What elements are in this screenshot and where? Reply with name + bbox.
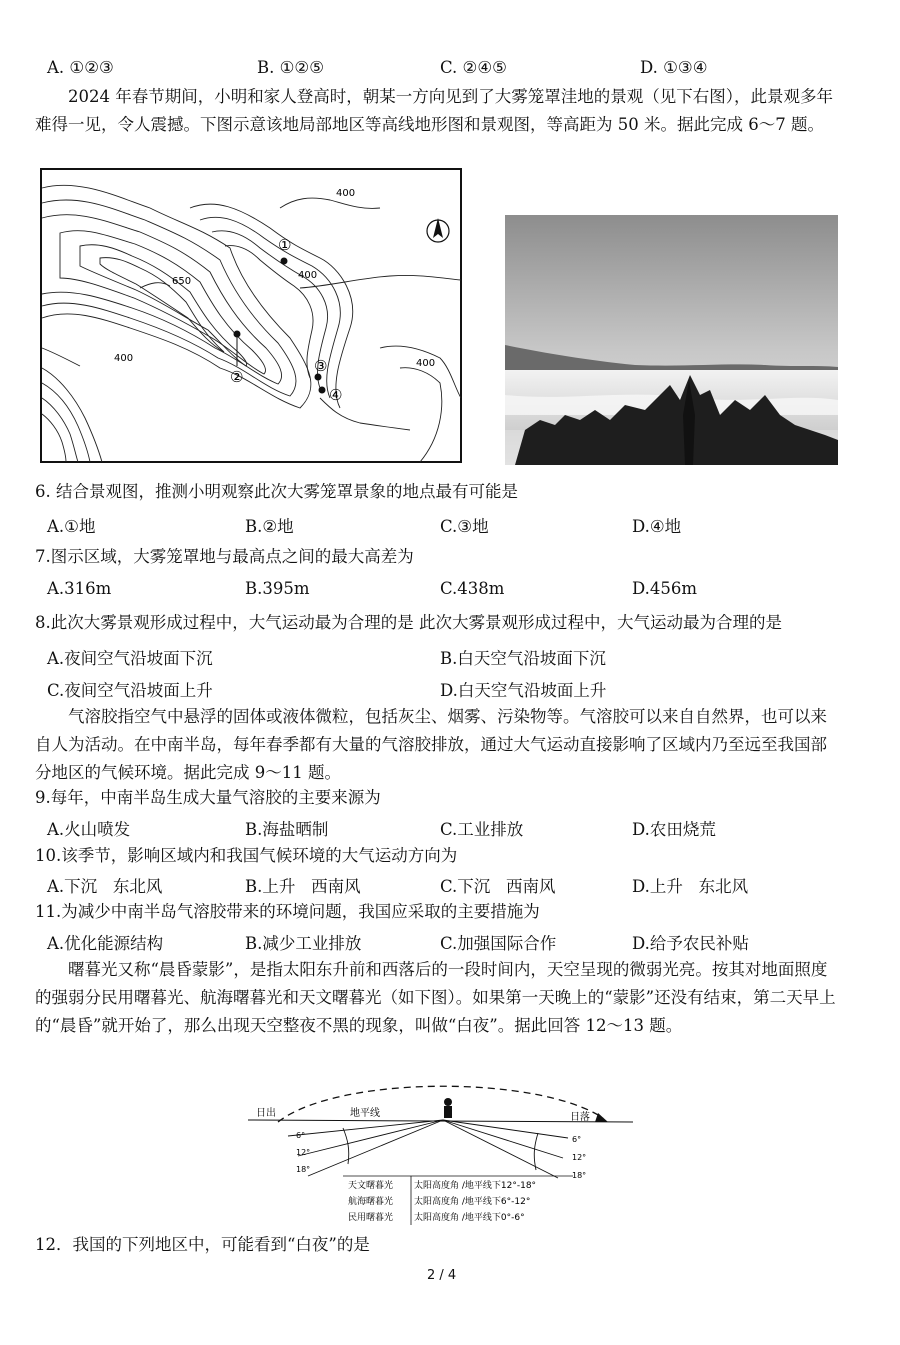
q8-option-b: B.白天空气沿坡面下沉 <box>440 649 606 668</box>
intro-6-7: 2024 年春节期间，小明和家人登高时，朝某一方向见到了大雾笼罩洼地的景观（见下右图），此景观多年难得一见，令人震撼。下图示意该地局部地区等高线地形图和景观图，等高距为 50 米。据此完成 6～7 题。 <box>35 87 833 134</box>
q7-option-c: C.438m <box>440 579 505 598</box>
q10-stem: 10.该季节，影响区域内和我国气候环境的大气运动方向为 <box>35 846 458 865</box>
q8-option-a: A.夜间空气沿坡面下沉 <box>47 649 213 668</box>
q7-option-d: D.456m <box>632 579 698 598</box>
q9-stem: 9.每年，中南半岛生成大量气溶胶的主要来源为 <box>35 788 381 807</box>
contour-label-400-mid: 400 <box>298 270 318 281</box>
q10-option-d: D.上升 东北风 <box>632 877 749 896</box>
contour-label-400-right: 400 <box>416 358 436 369</box>
contour-label-400-top: 400 <box>336 188 356 199</box>
q5-option-d: D. ①③④ <box>640 58 708 77</box>
q11-option-c: C.加强国际合作 <box>440 934 557 953</box>
deg12-right-label: 12° <box>572 1153 587 1162</box>
q6-option-a: A.①地 <box>47 517 96 536</box>
q10-option-b: B.上升 西南风 <box>245 877 361 896</box>
q6-option-b: B.②地 <box>245 517 294 536</box>
legend-nautical-desc: 太阳高度角 /地平线下6°-12° <box>414 1197 531 1207</box>
sunset-label: 日落 <box>570 1112 590 1123</box>
contour-map <box>40 168 462 463</box>
twilight-diagram <box>248 1080 633 1225</box>
point-2-label: ② <box>230 368 244 386</box>
deg18-left-label: 18° <box>296 1165 311 1174</box>
q7-option-b: B.395m <box>245 579 310 598</box>
deg6-right-label: 6° <box>572 1135 582 1144</box>
q11-option-d: D.给予农民补贴 <box>632 934 749 953</box>
q6-stem: 6. 结合景观图，推测小明观察此次大雾笼罩景象的地点最有可能是 <box>35 482 518 501</box>
q5-option-b: B. ①②⑤ <box>257 58 324 77</box>
legend-astronomical-desc: 太阳高度角 /地平线下12°-18° <box>414 1181 537 1191</box>
q8-option-d: D.白天空气沿坡面上升 <box>440 681 607 700</box>
q9-option-b: B.海盐晒制 <box>245 820 329 839</box>
legend-astronomical-name: 天文曙暮光 <box>348 1181 394 1191</box>
point-1-marker <box>281 258 288 265</box>
contour-label-400-left: 400 <box>114 353 134 364</box>
q6-option-d: D.④地 <box>632 517 682 536</box>
q9-option-d: D.农田烧荒 <box>632 820 716 839</box>
observer-icon <box>444 1098 452 1118</box>
q10-option-a: A.下沉 东北风 <box>47 877 163 896</box>
sunrise-label: 日出 <box>256 1108 276 1119</box>
horizon-label: 地平线 <box>350 1108 380 1119</box>
legend-civil-name: 民用曙暮光 <box>348 1213 394 1223</box>
intro-12-13: 曙暮光又称“晨昏蒙影”，是指太阳东升前和西落后的一段时间内，天空呈现的微弱光亮。按其对地面照度的强弱分民用曙暮光、航海曙暮光和天文曙暮光（如下图）。如果第一天晚上的“蒙影”还没有结束，第二天早上的“晨昏”就开始了，那么出现天空整夜不黑的现象，叫做“白夜”。据此回答 12～13 题。 <box>35 960 836 1035</box>
q10-option-c: C.下沉 西南风 <box>440 877 556 896</box>
contour-label-650: 650 <box>172 276 192 287</box>
q5-option-c: C. ②④⑤ <box>440 58 507 77</box>
q8-stem: 8.此次大雾景观形成过程中，大气运动最为合理的是 此次大雾景观形成过程中，大气运动最为合理的是 <box>35 613 782 632</box>
point-4-marker <box>319 387 326 394</box>
q11-stem: 11.为减少中南半岛气溶胶带来的环境问题，我国应采取的主要措施为 <box>35 902 540 921</box>
deg12-left-label: 12° <box>296 1148 311 1157</box>
q12-stem: 12．我国的下列地区中，可能看到“白夜”的是 <box>35 1235 370 1254</box>
q8-option-c: C.夜间空气沿坡面上升 <box>47 681 213 700</box>
q7-stem: 7.图示区域，大雾笼罩地与最高点之间的最大高差为 <box>35 547 414 566</box>
intro-9-11: 气溶胶指空气中悬浮的固体或液体微粒，包括灰尘、烟雾、污染物等。气溶胶可以来自自然界，也可以来自人为活动。在中南半岛，每年春季都有大量的气溶胶排放，通过大气运动直接影响了区域内乃至远至我国部分地区的气候环境。据此完成 9～11 题。 <box>35 707 827 782</box>
deg18-right-label: 18° <box>572 1171 587 1180</box>
q5-option-a: A. ①②③ <box>47 58 114 77</box>
point-4-label: ④ <box>329 386 343 404</box>
q6-option-c: C.③地 <box>440 517 489 536</box>
point-1-label: ① <box>278 236 292 254</box>
legend-civil-desc: 太阳高度角 /地平线下0°-6° <box>414 1213 525 1223</box>
q11-option-a: A.优化能源结构 <box>47 934 164 953</box>
legend-nautical-name: 航海曙暮光 <box>348 1197 394 1207</box>
q11-option-b: B.减少工业排放 <box>245 934 362 953</box>
q7-option-a: A.316m <box>47 579 112 598</box>
point-3-label: ③ <box>314 357 328 375</box>
page-number: 2 / 4 <box>427 1268 457 1283</box>
deg6-left-label: 6° <box>296 1131 306 1140</box>
fog-landscape-photo <box>505 215 838 465</box>
q9-option-c: C.工业排放 <box>440 820 524 839</box>
q9-option-a: A.火山喷发 <box>47 820 131 839</box>
